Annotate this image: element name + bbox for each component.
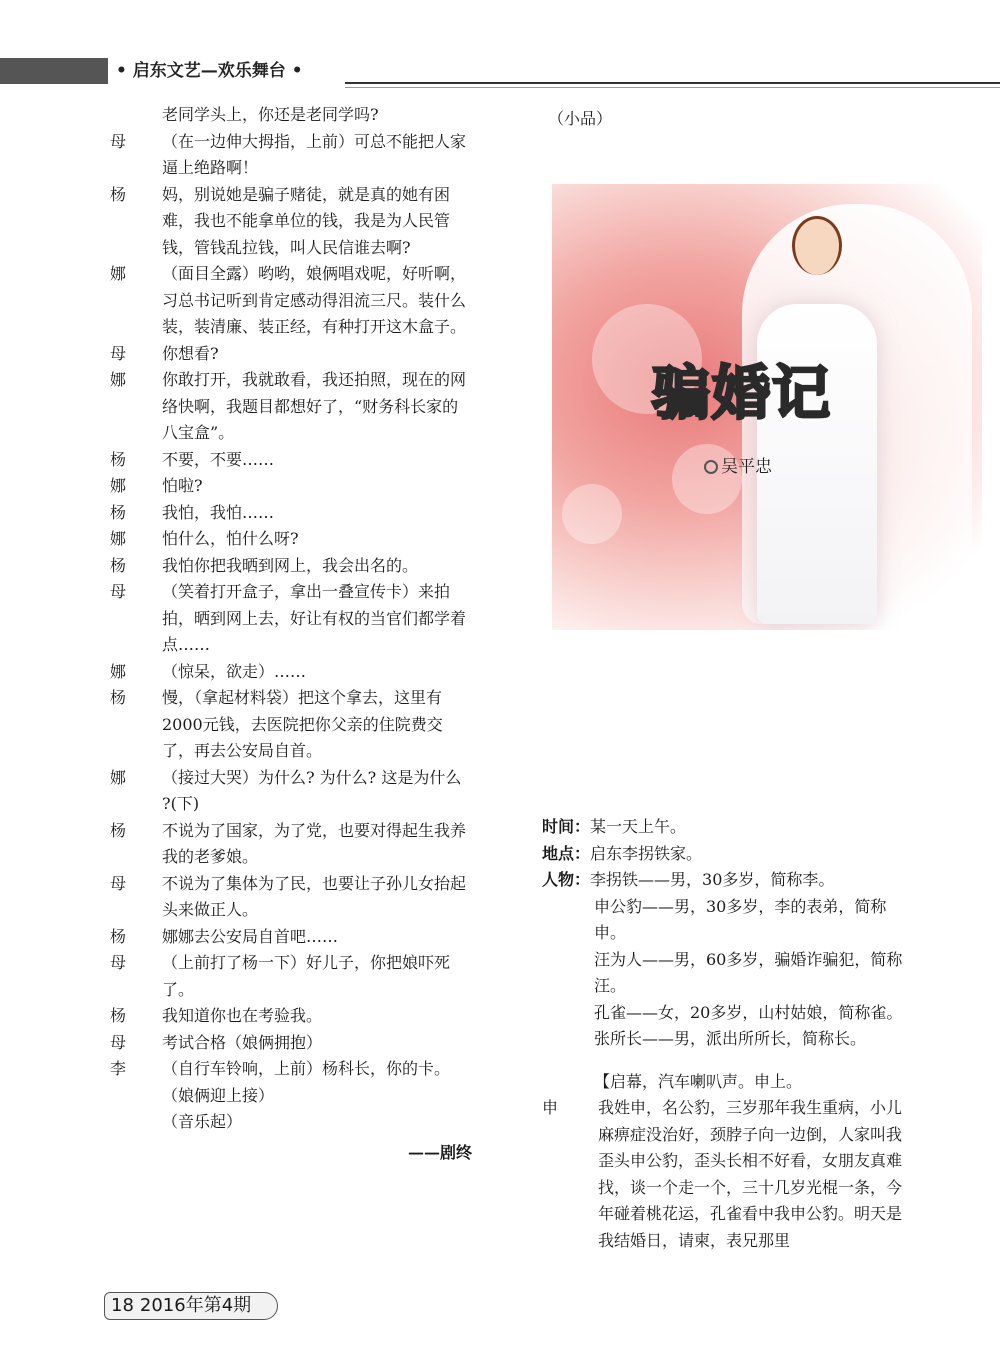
- header-bar: [0, 58, 108, 84]
- line-text: （面目全露）哟哟，娘俩唱戏呢，好听啊，习总书记听到肯定感动得泪流三尺。装什么装，装清廉、装正经，有种打开这木盒子。: [162, 264, 467, 336]
- time-label: 时间：: [542, 817, 591, 836]
- author-name: 吴平忠: [721, 457, 772, 477]
- time-row: [542, 814, 908, 841]
- dialogue-line: [110, 182, 472, 262]
- line-text: （接过大哭）为什么? 为什么? 这是为什么 ?(下): [162, 767, 462, 813]
- cast-item: 孔雀——女，20多岁，山村姑娘，简称雀。: [594, 1002, 903, 1022]
- page-footer: [104, 1292, 278, 1320]
- bokeh-circle: [562, 484, 622, 544]
- line-text: 怕什么，怕什么呀?: [162, 529, 299, 548]
- dialogue-line: [110, 818, 472, 871]
- stage-direction: 【启幕，汽车喇叭声。申上。: [594, 1071, 803, 1091]
- line-text: 不要，不要……: [162, 449, 275, 469]
- speaker: 娜: [110, 476, 127, 495]
- speaker: 杨: [110, 449, 127, 469]
- speaker: 娜: [110, 264, 127, 283]
- speaker: 杨: [110, 688, 127, 707]
- dialogue-line: [110, 685, 472, 765]
- issue-label: 2016年第4期: [139, 1295, 252, 1316]
- dialogue-line: [110, 579, 472, 659]
- cast-item: 张所长——男，派出所所长，简称长。: [594, 1029, 867, 1048]
- line-text: 不说为了国家，为了党，也要对得起生我养我的老爹娘。: [162, 820, 467, 866]
- dialogue-line: [110, 341, 472, 368]
- dialogue-line: [110, 553, 472, 580]
- place-row: [542, 841, 908, 868]
- cast-item: 汪为人——男，60多岁，骗婚诈骗犯，简称汪。: [594, 949, 903, 995]
- header-title: • 启东文艺—欢乐舞台 •: [116, 61, 303, 81]
- place-label: 地点：: [542, 843, 591, 863]
- dialogue-line: [110, 1003, 472, 1030]
- cast-item: 李拐铁——男，30多岁，简称李。: [590, 870, 835, 889]
- speaker: 杨: [110, 926, 127, 946]
- genre-label: （小品）: [548, 109, 613, 128]
- speaker: 杨: [110, 184, 127, 204]
- speaker: 娜: [110, 767, 127, 787]
- speaker: 母: [110, 953, 127, 972]
- speaker: 母: [110, 1032, 127, 1052]
- dialogue-line: [110, 526, 472, 553]
- cast-label: 人物：: [542, 870, 591, 889]
- header-rule: [345, 82, 1000, 84]
- dialogue-line: [110, 765, 472, 818]
- dialogue-line: [110, 261, 472, 341]
- page-number: 18: [111, 1295, 134, 1316]
- line-text: 老同学头上，你还是老同学吗?: [162, 105, 379, 124]
- speaker: [110, 102, 162, 129]
- dialogue-line: [110, 102, 472, 129]
- line-text: 你想看?: [162, 343, 219, 363]
- dialogue-line: [110, 1109, 472, 1136]
- line-text: 妈，别说她是骗子赌徒，就是真的她有困难，我也不能拿单位的钱，我是为人民管钱，管钱乱拉钱，叫人民信谁去啊?: [162, 184, 451, 257]
- dialogue-line: [542, 1095, 908, 1254]
- dialogue-line: [110, 447, 472, 474]
- bullet-icon: [704, 460, 718, 474]
- speaker: 申: [542, 1098, 559, 1117]
- header-rule-thin: [345, 87, 1000, 88]
- play-title: 骗婚记: [652, 359, 833, 427]
- dialogue-line: [110, 367, 472, 447]
- dialogue-line: [110, 659, 472, 686]
- dialogue-line: [110, 924, 472, 951]
- speaker: 李: [110, 1059, 127, 1078]
- line-text: （音乐起）: [162, 1112, 243, 1131]
- speaker: 母: [110, 131, 127, 151]
- time-value: 某一天上午。: [590, 817, 687, 836]
- line-text: 娜娜去公安局自首吧……: [162, 926, 339, 946]
- line-text: 怕啦?: [162, 476, 203, 495]
- left-column-dialogue: [110, 102, 472, 1166]
- dialogue-line: [110, 500, 472, 527]
- dialogue-line: [110, 473, 472, 500]
- speaker: 娜: [110, 661, 127, 681]
- dialogue-line: [110, 129, 472, 182]
- dialogue-line: [110, 871, 472, 924]
- spacer: [542, 1053, 908, 1069]
- line-text: 考试合格（娘俩拥抱）: [162, 1032, 323, 1052]
- bride-head: [792, 216, 842, 275]
- dialogue-line: [110, 1030, 472, 1057]
- speaker: 母: [110, 582, 127, 601]
- speaker: 母: [110, 873, 127, 893]
- line-text: 慢，（拿起材料袋）把这个拿去，这里有2000元钱，去医院把你父亲的住院费交了，再去公安局自首。: [162, 688, 443, 760]
- ending-mark: ——剧终: [407, 1142, 472, 1162]
- speaker: 母: [110, 343, 127, 363]
- speaker: 娜: [110, 529, 127, 548]
- author-line: [704, 452, 772, 477]
- speaker: [110, 1109, 162, 1136]
- cast-item: 申公豹——男，30多岁，李的表弟，简称申。: [594, 896, 887, 942]
- dialogue-line: [110, 1056, 472, 1109]
- line-text: 我姓申，名公豹，三岁那年我生重病，小儿麻痹症没治好，颈脖子向一边倒，人家叫我歪头申公豹，歪头长相不好看，女朋友真难找，谈一个走一个，三十几岁光棍一条，今年碰着桃花运，孔雀看中我申公豹。明天是我结婚日，请柬，表兄那里: [598, 1098, 903, 1250]
- line-text: （笑着打开盒子，拿出一叠宣传卡）来拍拍，晒到网上去，好让有权的当官们都学着点……: [162, 582, 467, 654]
- line-text: （在一边伸大拇指，上前）可总不能把人家逼上绝路啊！: [162, 131, 467, 177]
- line-text: 我怕，我怕……: [162, 502, 275, 522]
- line-text: （上前打了杨一下）好儿子，你把娘吓死了。: [162, 953, 451, 999]
- cast-row: [542, 867, 908, 894]
- line-text: （惊呆，欲走）……: [162, 661, 307, 681]
- speaker: 杨: [110, 502, 127, 522]
- line-text: （自行车铃响，上前）杨科长，你的卡。（娘俩迎上接）: [162, 1059, 451, 1105]
- right-column-text: [542, 814, 908, 1254]
- place-value: 启东李拐铁家。: [590, 843, 703, 863]
- line-text: 你敢打开，我就敢看，我还拍照，现在的网络快啊，我题目都想好了，“财务科长家的八宝盒”。: [162, 370, 467, 442]
- line-text: 我怕你把我晒到网上，我会出名的。: [162, 555, 419, 575]
- dialogue-line: [110, 950, 472, 1003]
- line-text: 不说为了集体为了民，也要让子孙儿女抬起头来做正人。: [162, 873, 467, 919]
- speaker: 杨: [110, 555, 127, 575]
- speaker: 杨: [110, 1006, 127, 1025]
- line-text: 我知道你也在考验我。: [162, 1006, 323, 1025]
- speaker: 杨: [110, 820, 127, 840]
- speaker: 娜: [110, 370, 127, 389]
